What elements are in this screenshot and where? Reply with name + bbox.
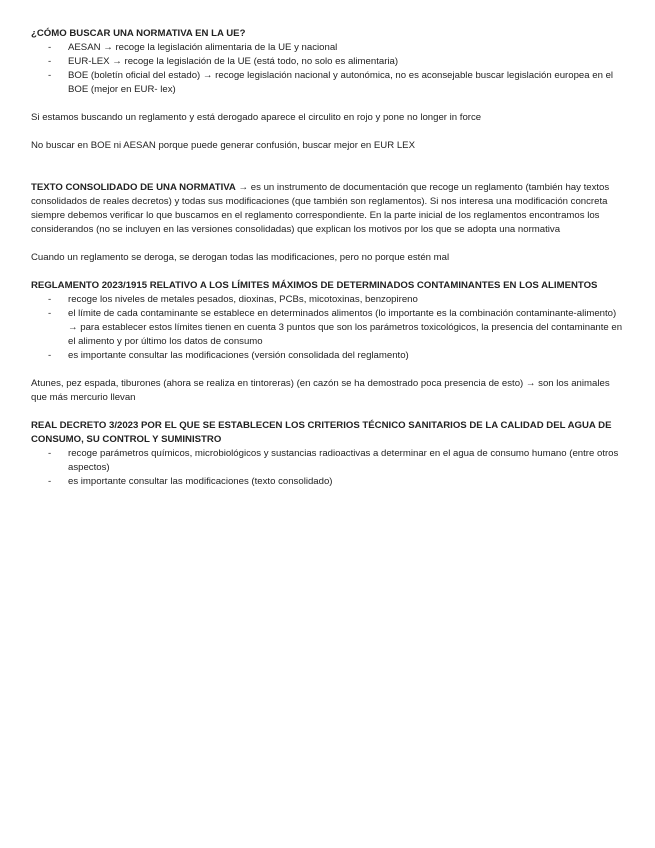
paragraph-mercurio: Atunes, pez espada, tiburones (ahora se realiza en tintoreras) (en cazón se ha demostrado poca presencia de esto) → son los animales que más mercurio llevan xyxy=(31,378,610,403)
list-item xyxy=(31,41,627,55)
paragraph-deroga-modificaciones: Cuando un reglamento se deroga, se derogan todas las modificaciones, pero no porque estén mal xyxy=(31,252,450,263)
list-item-text: BOE (boletín oficial del estado) → recoge legislación nacional y autonómica, no es aconsejable buscar legislación europea en el BOE (mejor en EUR- lex) xyxy=(68,70,614,95)
list-item xyxy=(31,293,627,307)
bullet-dash: - xyxy=(48,294,52,305)
paragraph-no-buscar-boe: No buscar en BOE ni AESAN porque puede generar confusión, buscar mejor en EUR LEX xyxy=(31,140,415,151)
bullet-dash: - xyxy=(48,476,52,487)
bullet-dash: - xyxy=(48,56,52,67)
list-item xyxy=(31,447,627,475)
bullet-dash: - xyxy=(48,350,52,361)
list-item-text: el límite de cada contaminante se establece en determinados alimentos (lo importante es la combinación contaminante-alimento) → para establecer estos límites tienen en cuenta 3 puntos que son los parámetros toxicológicos, la presencia del contaminante en el alimento y por último los datos de consumo xyxy=(68,308,623,347)
bullet-dash: - xyxy=(48,448,52,459)
heading-reglamento-2023-1915: REGLAMENTO 2023/1915 RELATIVO A LOS LÍMITES MÁXIMOS DE DETERMINADOS CONTAMINANTES EN LOS ALIMENTOS xyxy=(31,280,598,291)
heading-real-decreto-3-2023: REAL DECRETO 3/2023 POR EL QUE SE ESTABLECEN LOS CRITERIOS TÉCNICO SANITARIOS DE LA CALIDAD DEL AGUA DE CONSUMO, SU CONTROL Y SUMINISTRO xyxy=(31,420,612,445)
list-item-text: recoge los niveles de metales pesados, dioxinas, PCBs, micotoxinas, benzopireno xyxy=(68,294,418,305)
paragraph-derogado: Si estamos buscando un reglamento y está derogado aparece el circulito en rojo y pone no longer in force xyxy=(31,112,482,123)
texto-consolidado-body: → es un instrumento de documentación que recoge un reglamento (también hay textos consolidados de reales decretos) y todas sus modificaciones (que también son reglamentos). Si nos interesa una modificación concreta siempre debemos verificar lo que buscamos en el reglamento correspondiente. En la parte inicial de los reglamentos encontramos los considerandos (no se incluyen en las versiones consolidadas) que explican los motivos por los que se adopta una normativa xyxy=(31,182,610,235)
list-buscar-normativa xyxy=(31,41,627,97)
list-item xyxy=(31,307,627,349)
list-item-text: es importante consultar las modificaciones (versión consolidada del reglamento) xyxy=(68,350,409,361)
list-item-text: es importante consultar las modificaciones (texto consolidado) xyxy=(68,476,333,487)
list-item-text: recoge parámetros químicos, microbiológicos y sustancias radioactivas a determinar en el agua de consumo humano (entre otros aspectos) xyxy=(68,448,619,473)
bullet-dash: - xyxy=(48,42,52,53)
list-item xyxy=(31,55,627,69)
heading-texto-consolidado: TEXTO CONSOLIDADO DE UNA NORMATIVA xyxy=(31,182,236,193)
list-item xyxy=(31,69,627,97)
heading-buscar-normativa: ¿CÓMO BUSCAR UNA NORMATIVA EN LA UE? xyxy=(31,28,246,39)
document-page xyxy=(31,27,627,489)
list-item xyxy=(31,475,627,489)
list-item xyxy=(31,349,627,363)
bullet-dash: - xyxy=(48,70,52,81)
list-item-text: AESAN → recoge la legislación alimentaria de la UE y nacional xyxy=(68,42,338,53)
paragraph-texto-consolidado xyxy=(31,181,627,237)
list-item-text: EUR-LEX → recoge la legislación de la UE (está todo, no solo es alimentaria) xyxy=(68,56,399,67)
list-real-decreto xyxy=(31,447,627,489)
list-reglamento xyxy=(31,293,627,363)
bullet-dash: - xyxy=(48,308,52,319)
